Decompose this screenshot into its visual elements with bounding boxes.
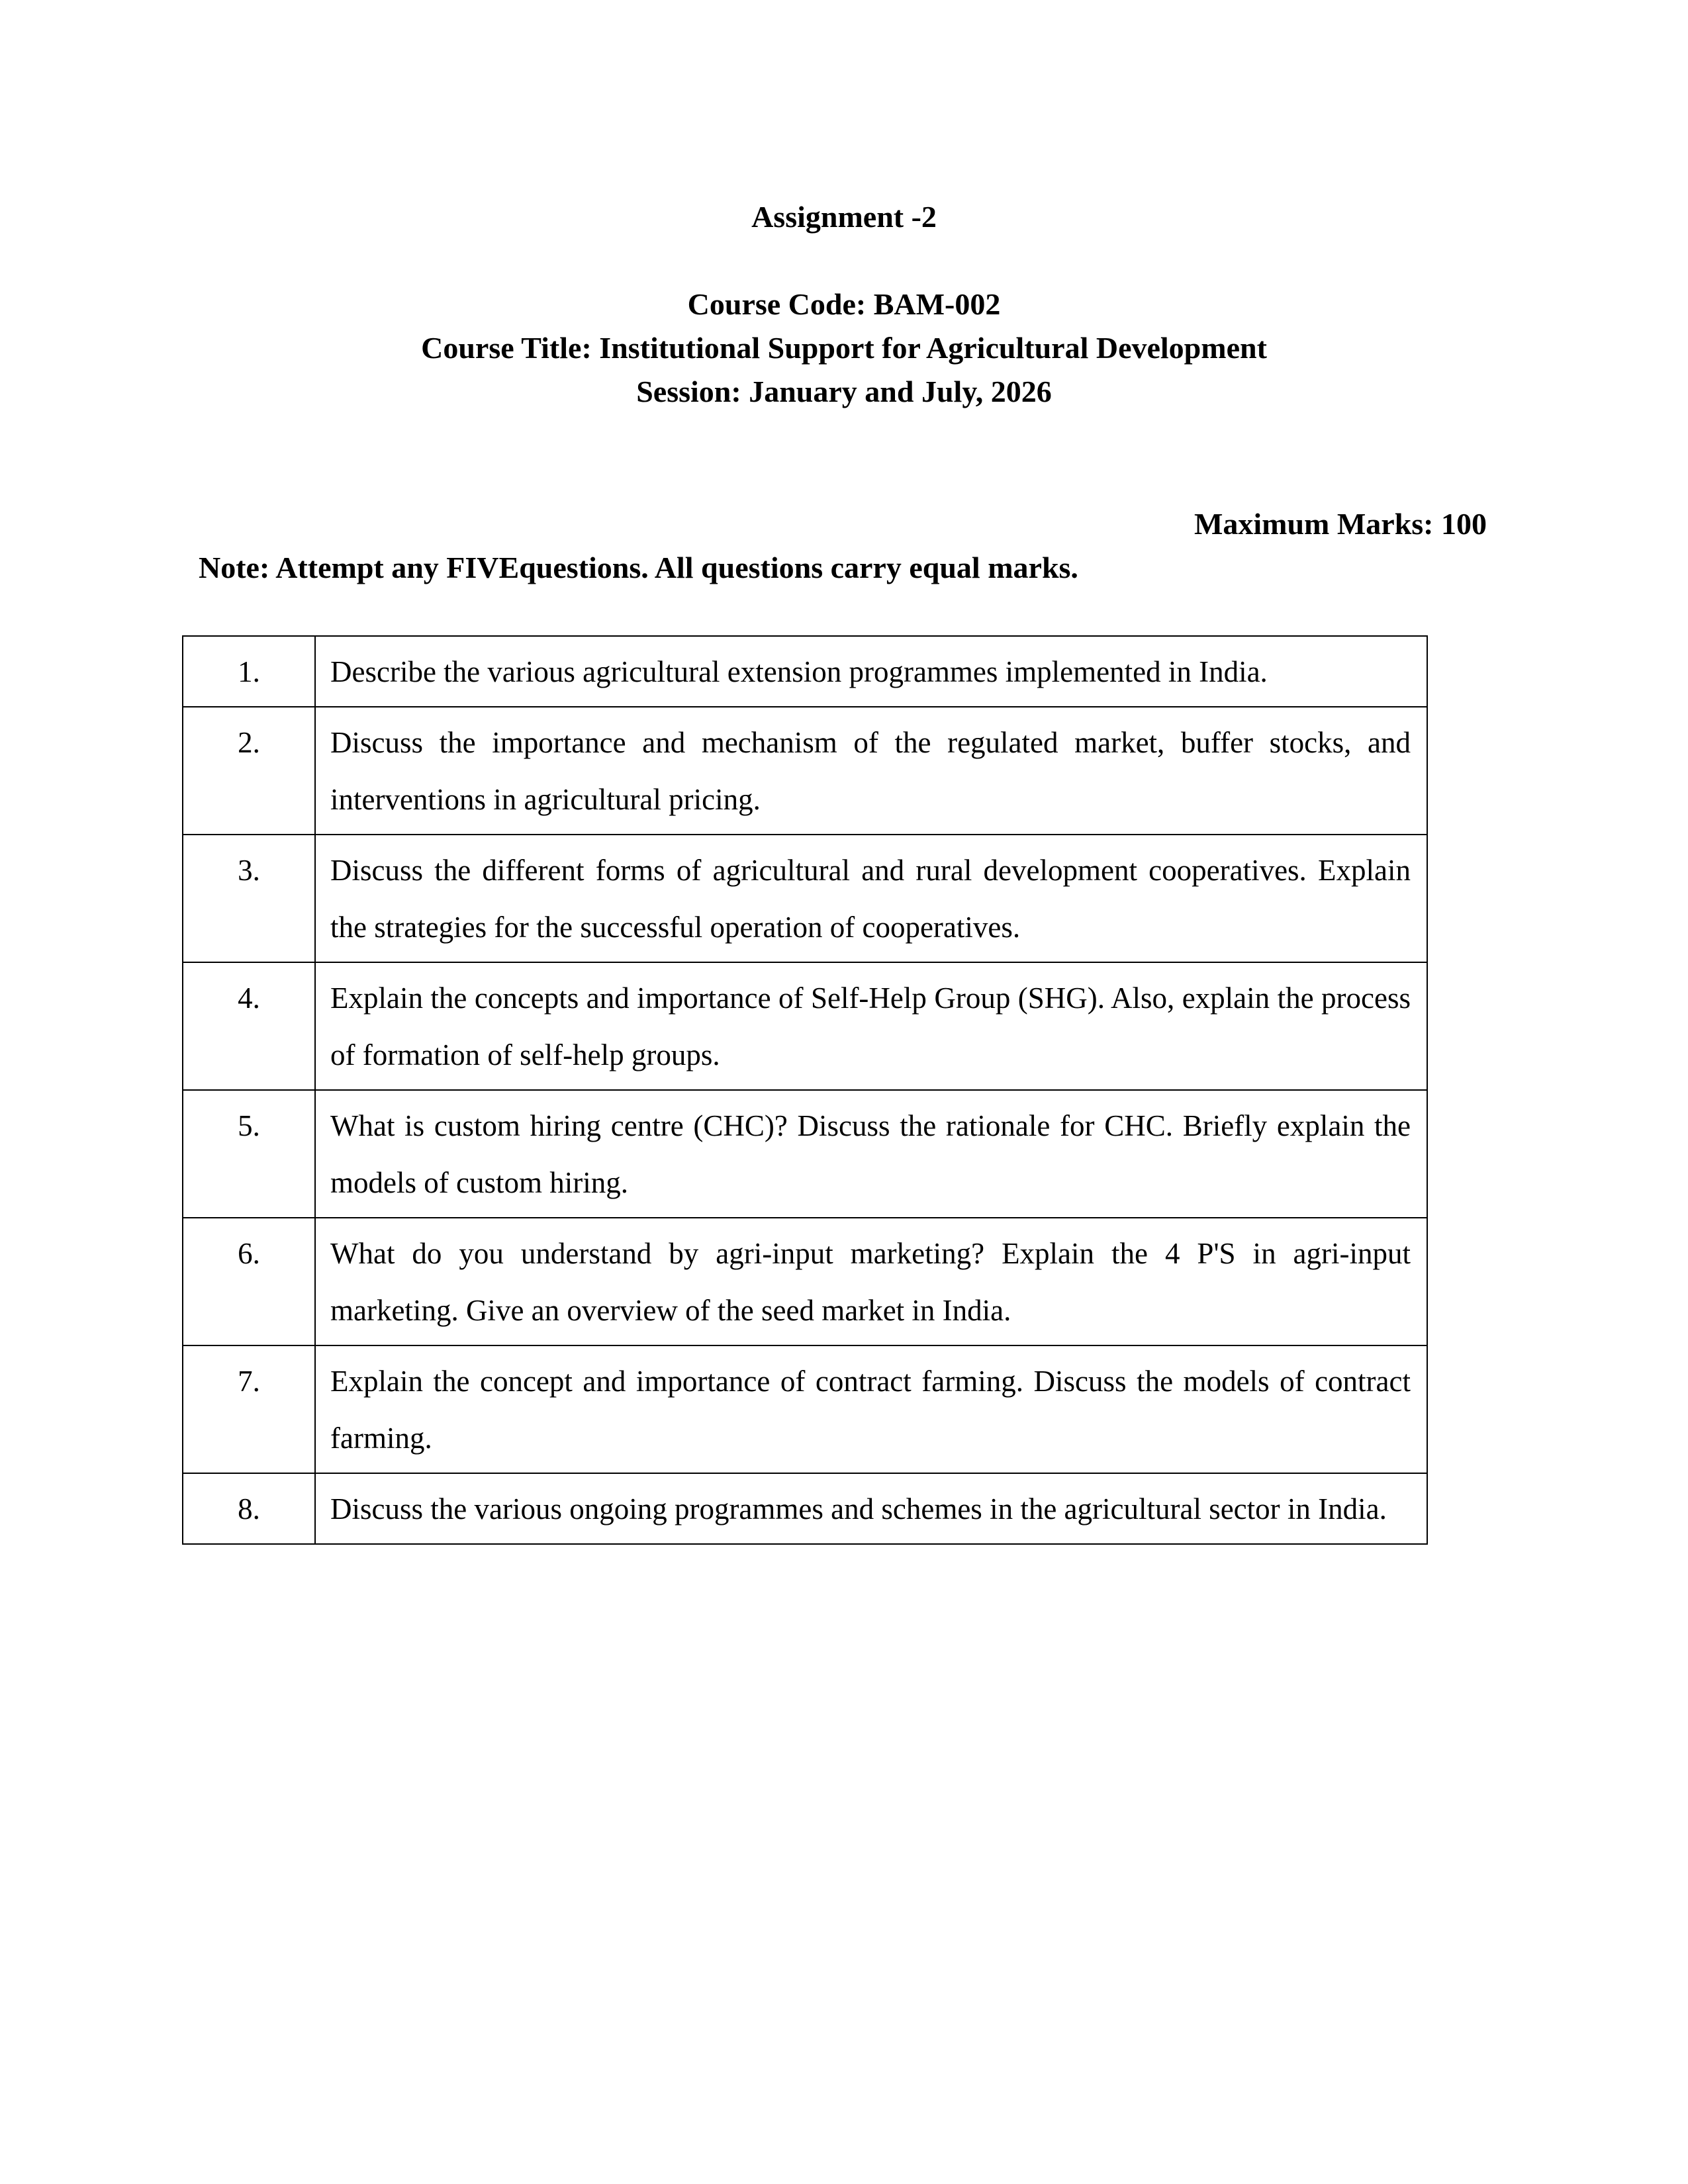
question-number-text: 3. [238,854,260,887]
assignment-title: Assignment -2 [751,200,937,234]
question-number [183,1473,315,1544]
question-number-text: 1. [238,655,260,688]
question-row [183,1218,1427,1345]
question-number [183,707,315,835]
question-number [183,1345,315,1473]
question-row [183,835,1427,962]
question-text: Describe the various agricultural extension programmes implemented in India. [315,636,1427,707]
question-number [183,1218,315,1345]
question-row [183,636,1427,707]
question-number [183,1090,315,1218]
question-row [183,962,1427,1090]
question-text: Discuss the different forms of agricultural and rural development cooperatives. Explain the strategies for the successful operation of cooperatives. [315,835,1427,962]
question-number-text: 2. [238,726,260,759]
question-text: Explain the concept and importance of contract farming. Discuss the models of contract farming. [315,1345,1427,1473]
course-title: Course Title: Institutional Support for Agricultural Development [421,331,1267,365]
course-code: Course Code: BAM-002 [687,287,1001,321]
maximum-marks: Maximum Marks: 100 [1194,507,1487,541]
question-text: Explain the concepts and importance of Self-Help Group (SHG). Also, explain the process of formation of self-help groups. [315,962,1427,1090]
question-number-text: 8. [238,1492,260,1525]
question-row [183,1473,1427,1544]
question-row [183,707,1427,835]
question-number [183,962,315,1090]
questions-table [182,635,1428,1545]
question-number-text: 6. [238,1237,260,1270]
question-number-text: 4. [238,981,260,1015]
instructions-note: Note: Attempt any FIVEquestions. All questions carry equal marks. [199,551,1078,584]
question-text: Discuss the various ongoing programmes and schemes in the agricultural sector in India. [315,1473,1427,1544]
question-row [183,1345,1427,1473]
question-number-text: 7. [238,1365,260,1398]
session: Session: January and July, 2026 [636,375,1052,408]
question-number [183,835,315,962]
question-text: What is custom hiring centre (CHC)? Discuss the rationale for CHC. Briefly explain the models of custom hiring. [315,1090,1427,1218]
question-text: Discuss the importance and mechanism of the regulated market, buffer stocks, and interventions in agricultural pricing. [315,707,1427,835]
question-number-text: 5. [238,1109,260,1142]
question-number [183,636,315,707]
question-text: What do you understand by agri-input marketing? Explain the 4 P'S in agri-input marketing. Give an overview of the seed market in India. [315,1218,1427,1345]
question-row [183,1090,1427,1218]
